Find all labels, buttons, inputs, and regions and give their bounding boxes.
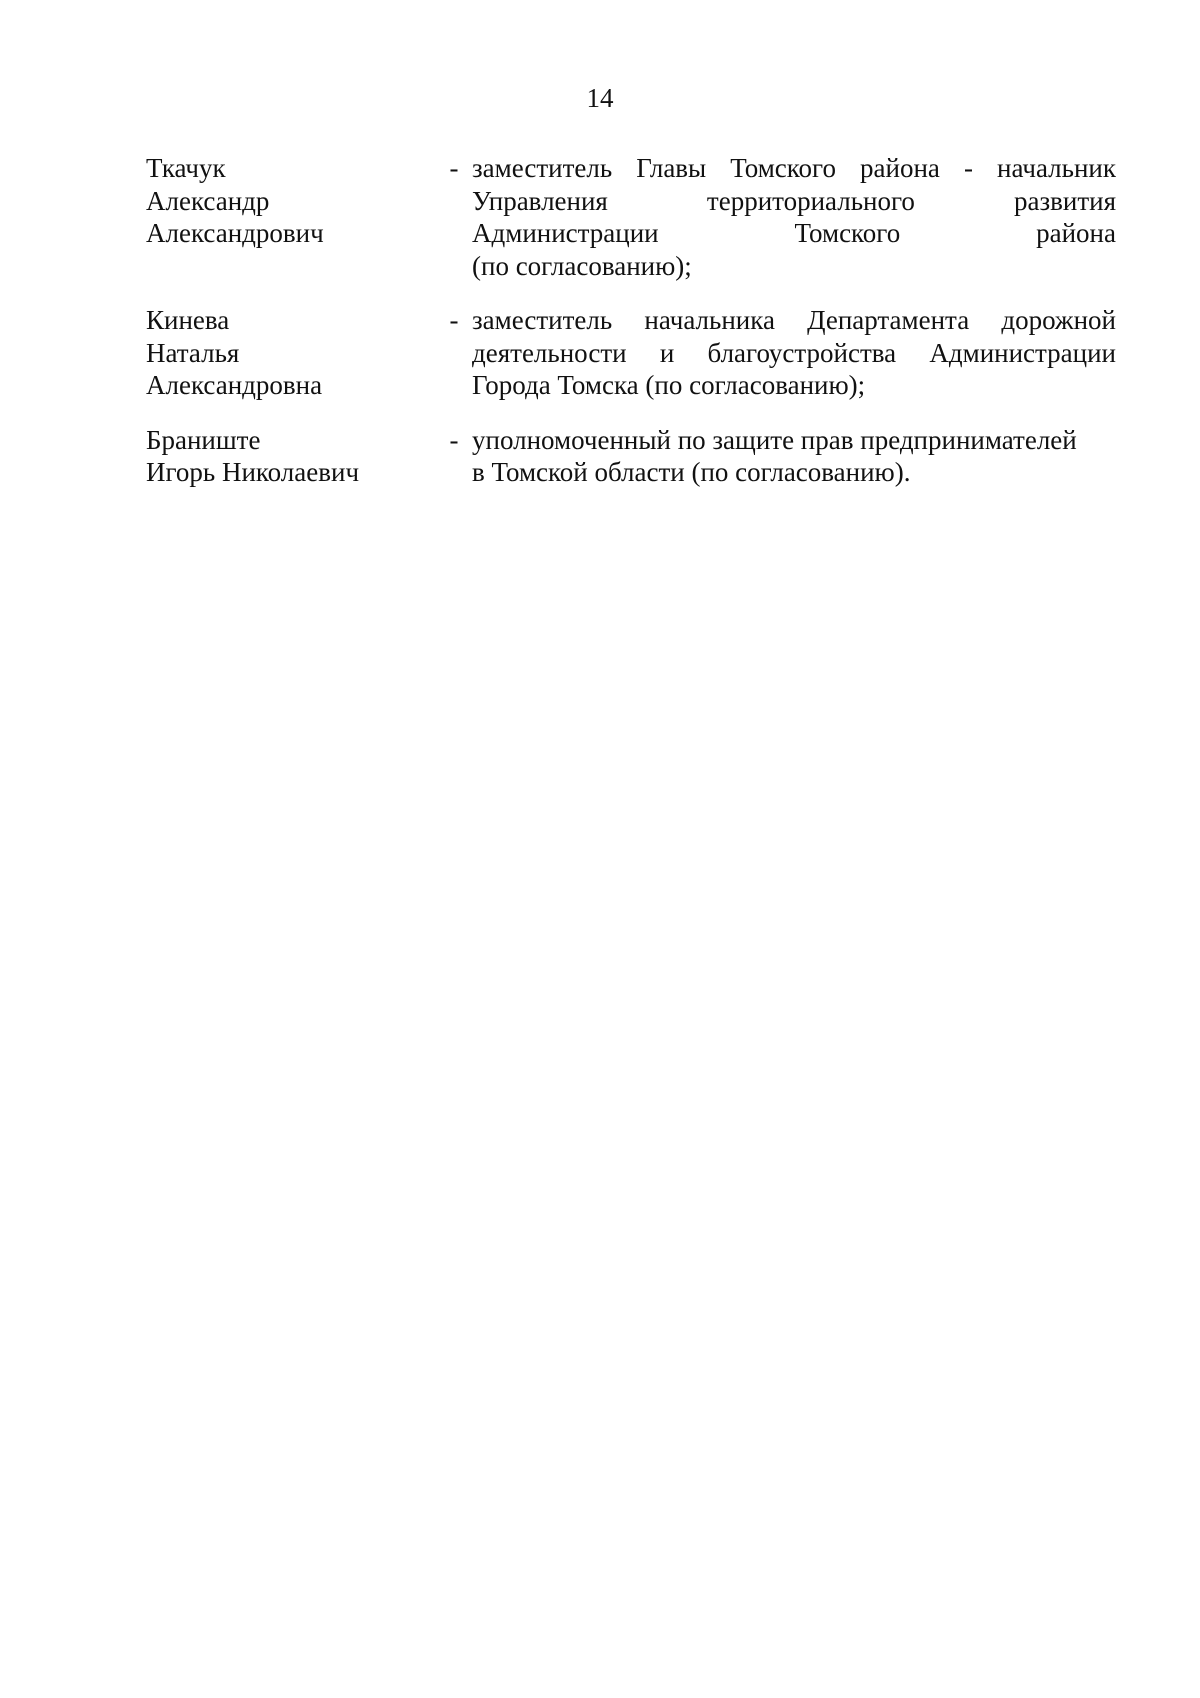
member-surname: Кинева bbox=[146, 305, 230, 335]
position-line: уполномоченный по защите прав предпринимателей bbox=[472, 424, 1077, 455]
member-position bbox=[472, 304, 1116, 402]
page-number: 14 bbox=[586, 83, 614, 113]
position-line: в Томской области (по согласованию). bbox=[472, 457, 911, 487]
position-line: Администрации Томского района bbox=[472, 218, 1116, 248]
separator-dash: - bbox=[449, 424, 459, 455]
member-entry-branishte bbox=[146, 424, 1116, 489]
member-first-name: Наталья bbox=[146, 337, 240, 368]
position-line: заместитель начальника Департамента дорожной bbox=[472, 305, 1116, 335]
member-entry-kineva bbox=[146, 304, 1116, 402]
position-line: деятельности и благоустройства Администрации bbox=[472, 337, 1116, 368]
member-patronymic: Александровна bbox=[146, 370, 323, 400]
member-entry-tkachuk bbox=[146, 152, 1116, 282]
member-position bbox=[472, 152, 1116, 282]
position-line: заместитель Главы Томского района - начальник bbox=[472, 153, 1116, 183]
member-name bbox=[146, 152, 436, 250]
member-position bbox=[472, 424, 1116, 489]
member-surname: Ткачук bbox=[146, 153, 226, 183]
member-full-given-names: Игорь Николаевич bbox=[146, 457, 360, 487]
member-first-name: Александр bbox=[146, 185, 270, 216]
member-name bbox=[146, 304, 436, 402]
member-name bbox=[146, 424, 436, 489]
member-patronymic: Александрович bbox=[146, 218, 324, 248]
position-line: Управления территориального развития bbox=[472, 185, 1116, 216]
separator-dash: - bbox=[449, 305, 459, 335]
commission-members-list bbox=[146, 152, 1116, 489]
member-surname: Браниште bbox=[146, 424, 261, 455]
position-line: Города Томска (по согласованию); bbox=[472, 370, 866, 400]
position-line: (по согласованию); bbox=[472, 250, 692, 281]
separator-dash: - bbox=[449, 153, 459, 183]
